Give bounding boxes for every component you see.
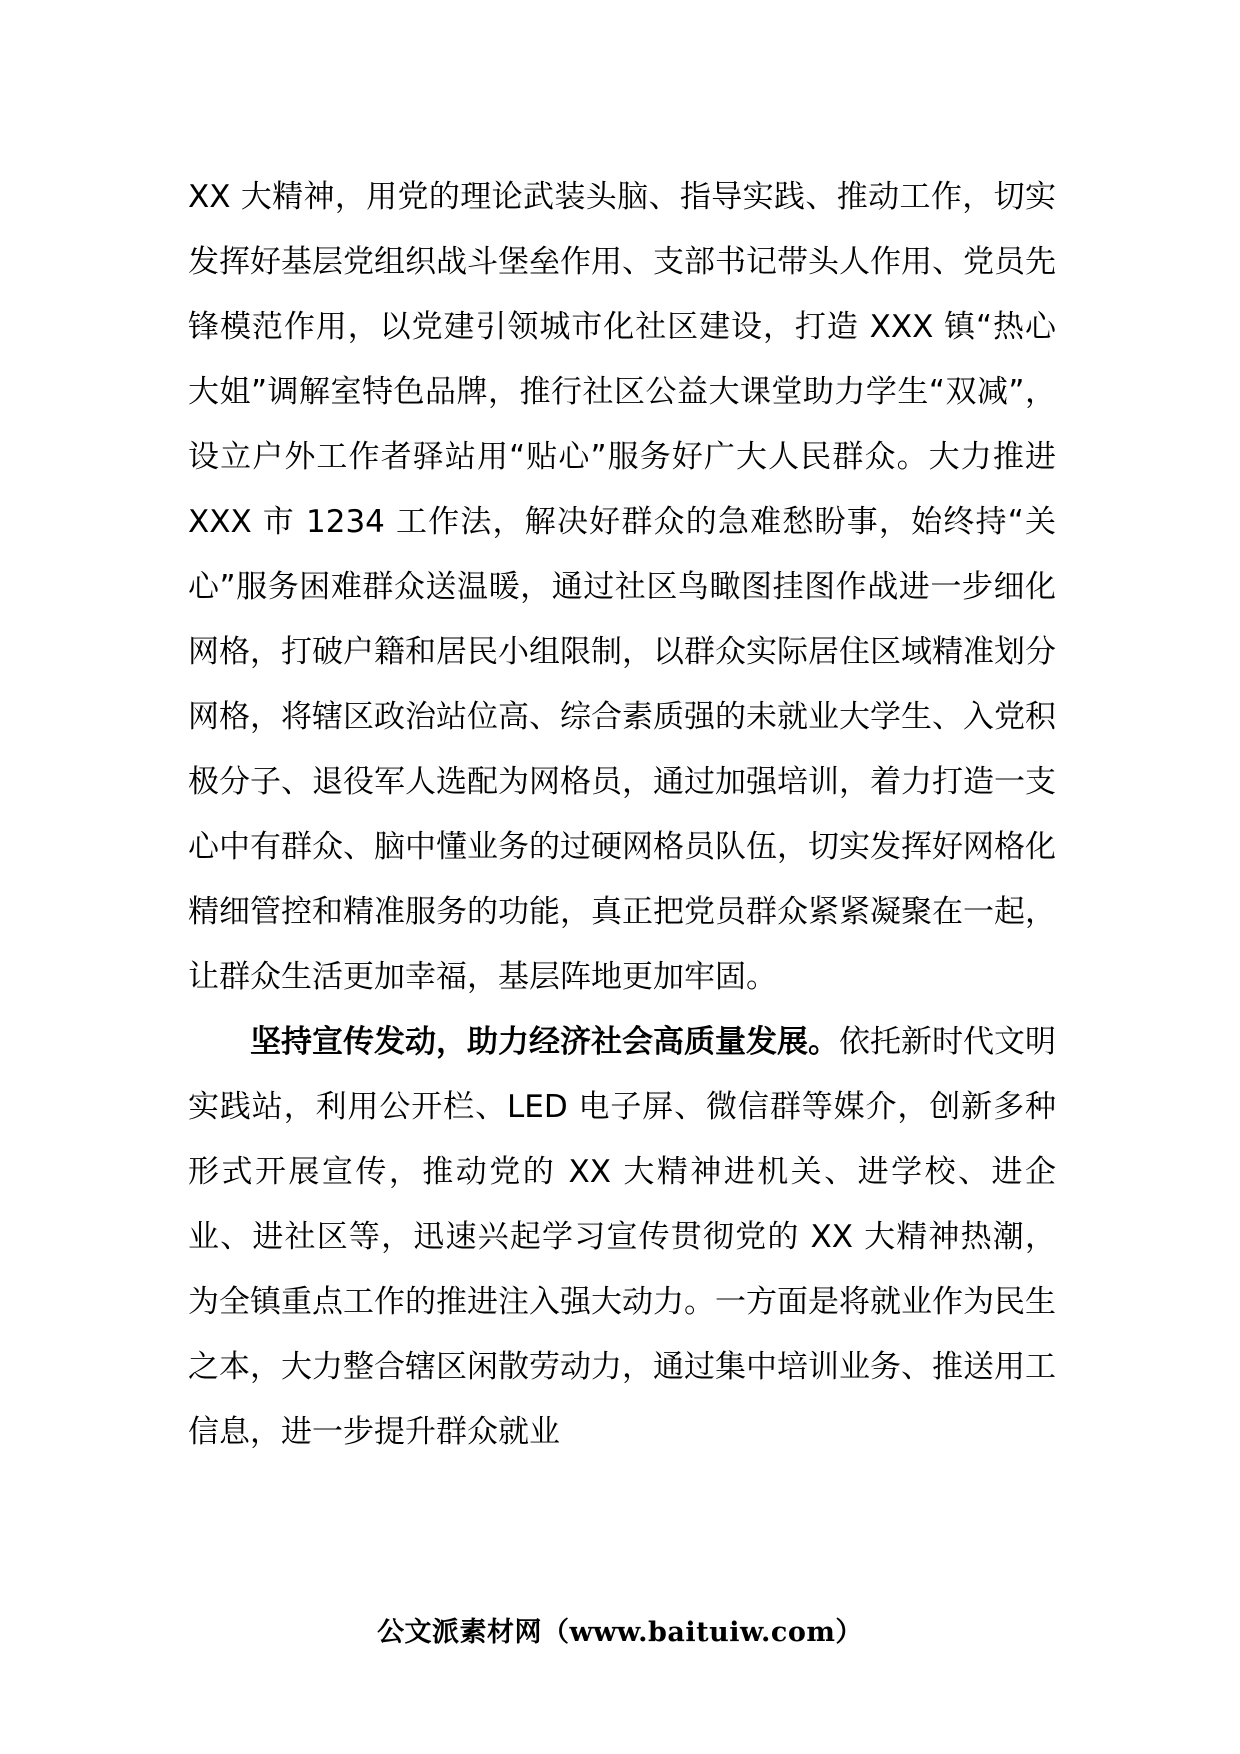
footer-watermark: 公文派素材网（www.baituiw.com）: [377, 1617, 863, 1648]
document-body: [188, 165, 1056, 1465]
paragraph-2-body: 依托新时代文明实践站，利用公开栏、LED 电子屏、微信群等媒介，创新多种形式开展宣传，推动党的 XX 大精神进机关、进学校、进企业、进社区等，迅速兴起学习宣传贯彻党的 XX 大精神热潮，为全镇重点工作的推进注入强大动力。一方面是将就业作为民生之本，大力整合辖区闲散劳动力，通过集中培训业务、推送用工信息，进一步提升群众就业: [188, 1024, 1056, 1450]
paragraph-2: [188, 1010, 1056, 1465]
paragraph-1: XX 大精神，用党的理论武装头脑、指导实践、推动工作，切实发挥好基层党组织战斗堡垒作用、支部书记带头人作用、党员先锋模范作用，以党建引领城市化社区建设，打造 XXX 镇“热心大姐”调解室特色品牌，推行社区公益大课堂助力学生“双减”，设立户外工作者驿站用“贴心”服务好广大人民群众。大力推进 XXX 市 1234 工作法，解决好群众的急难愁盼事，始终持“关心”服务困难群众送温暖，通过社区鸟瞰图挂图作战进一步细化网格，打破户籍和居民小组限制，以群众实际居住区域精准划分网格，将辖区政治站位高、综合素质强的未就业大学生、入党积极分子、退役军人选配为网格员，通过加强培训，着力打造一支心中有群众、脑中懂业务的过硬网格员队伍，切实发挥好网格化精细管控和精准服务的功能，真正把党员群众紧紧凝聚在一起，让群众生活更加幸福，基层阵地更加牢固。: [188, 179, 1056, 995]
paragraph-2-lead: 坚持宣传发动，助力经济社会高质量发展。: [250, 1024, 839, 1060]
